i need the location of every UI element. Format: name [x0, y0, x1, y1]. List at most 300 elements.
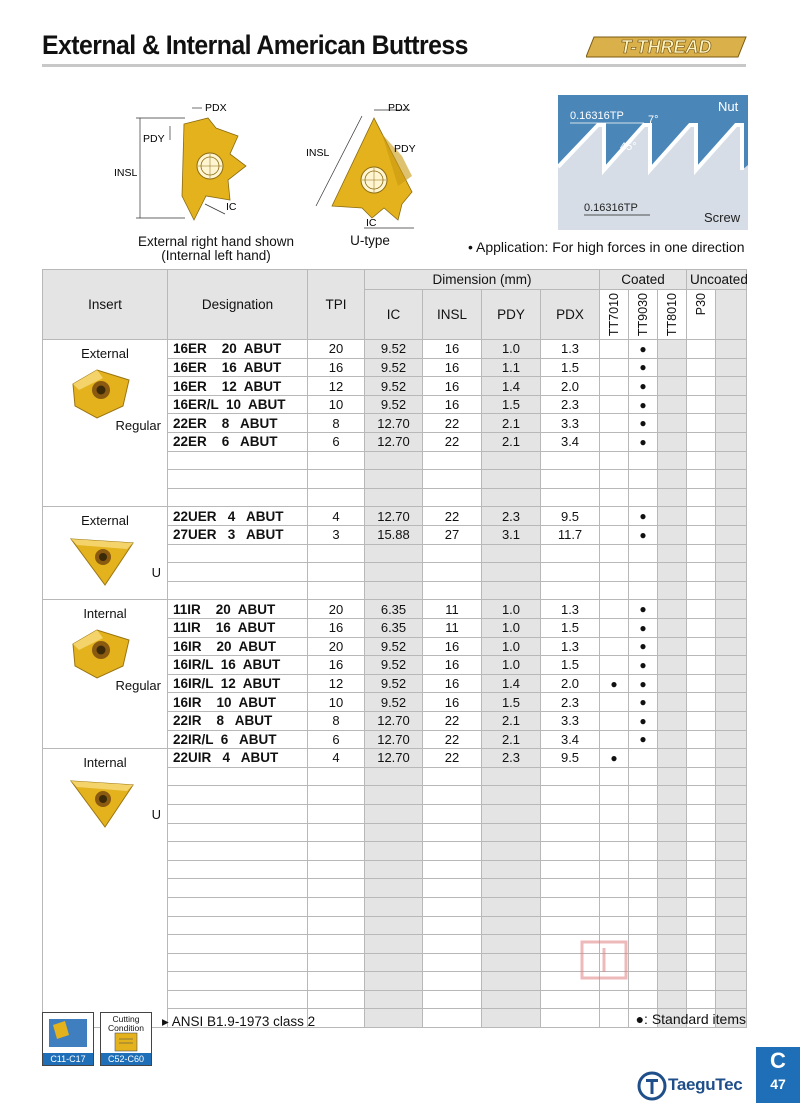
- grade-tt9030-cell: [629, 470, 658, 489]
- grade-tt7010-cell: [600, 916, 629, 935]
- insl-cell: [423, 953, 482, 972]
- designation-cell: 16ER 20 ABUT: [168, 340, 308, 359]
- grade-tt8010-cell: [658, 526, 687, 545]
- pdy-cell: [482, 842, 541, 861]
- insl-cell: 16: [423, 358, 482, 377]
- insert-type-label: Internal: [83, 606, 127, 622]
- spare-cell: [716, 526, 747, 545]
- grade-tt9030-cell: [629, 879, 658, 898]
- header-grade-tt9030: TT9030: [636, 293, 651, 337]
- grade-tt8010-cell: [658, 340, 687, 359]
- standard-note: ▸ ANSI B1.9-1973 class 2: [162, 1014, 316, 1029]
- grade-tt9030-cell: ●: [629, 693, 658, 712]
- grade-tt7010-cell: [600, 823, 629, 842]
- pdy-cell: [482, 860, 541, 879]
- insl-cell: 16: [423, 693, 482, 712]
- right-hand-caption: [132, 235, 300, 263]
- grade-tt8010-cell: [658, 488, 687, 507]
- spare-cell: [716, 972, 747, 991]
- screw-label: Screw: [704, 210, 741, 225]
- ic-cell: [365, 563, 423, 582]
- insert-reference-icon[interactable]: [42, 1012, 94, 1066]
- insl-cell: [423, 470, 482, 489]
- pdx-cell: [541, 451, 600, 470]
- spare-cell: [716, 953, 747, 972]
- insert-photo-icon: [67, 626, 137, 682]
- pdx-cell: 2.0: [541, 674, 600, 693]
- spare-cell: [716, 600, 747, 619]
- tpi-cell: [308, 470, 365, 489]
- insert-reference-label: C11-C17: [43, 1053, 93, 1065]
- legend-standard-items: ●: Standard items: [635, 1011, 746, 1027]
- ic-cell: [365, 804, 423, 823]
- table-row: [43, 507, 747, 526]
- pdy-cell: [482, 451, 541, 470]
- grade-tt8010-cell: [658, 897, 687, 916]
- designation-cell: [168, 488, 308, 507]
- pdy-cell: [482, 972, 541, 991]
- ic-cell: 12.70: [365, 749, 423, 768]
- watermark-logo: [540, 940, 670, 1015]
- pdy-cell: 1.5: [482, 395, 541, 414]
- insl-cell: [423, 581, 482, 600]
- insl-label: INSL: [114, 167, 138, 179]
- header-insl: INSL: [423, 290, 482, 340]
- pdx-cell: [541, 767, 600, 786]
- grade-tt8010-cell: [658, 842, 687, 861]
- grade-tt9030-cell: ●: [629, 358, 658, 377]
- pdy-cell: 1.4: [482, 377, 541, 396]
- spare-cell: [716, 377, 747, 396]
- designation-cell: 22IR 8 ABUT: [168, 711, 308, 730]
- grade-tt9030-cell: ●: [629, 674, 658, 693]
- grade-tt8010-cell: [658, 600, 687, 619]
- insl-cell: 22: [423, 749, 482, 768]
- pdx-cell: 1.3: [541, 637, 600, 656]
- grade-tt8010-cell: [658, 749, 687, 768]
- tpi-cell: [308, 544, 365, 563]
- grade-tt9030-cell: ●: [629, 414, 658, 433]
- designation-cell: [168, 879, 308, 898]
- grade-p30-cell: [687, 730, 716, 749]
- pdx-cell: 1.5: [541, 358, 600, 377]
- spare-cell: [716, 656, 747, 675]
- grade-tt8010-cell: [658, 693, 687, 712]
- grade-tt7010-cell: [600, 860, 629, 879]
- right-hand-caption-line1: External right hand shown: [137, 234, 295, 249]
- ic-cell: [365, 842, 423, 861]
- grade-p30-cell: [687, 804, 716, 823]
- right-hand-insert-diagram: [110, 96, 270, 231]
- ic-cell: [365, 972, 423, 991]
- pdx-cell: 9.5: [541, 507, 600, 526]
- designation-cell: [168, 935, 308, 954]
- tpi-cell: 4: [308, 507, 365, 526]
- grade-tt9030-cell: ●: [629, 433, 658, 452]
- designation-cell: 16ER 12 ABUT: [168, 377, 308, 396]
- u-pdy-label: PDY: [394, 143, 416, 155]
- pdx-cell: [541, 804, 600, 823]
- grade-p30-cell: [687, 563, 716, 582]
- ic-cell: 12.70: [365, 414, 423, 433]
- designation-cell: [168, 916, 308, 935]
- insert-photo-icon: [67, 533, 137, 589]
- spare-cell: [716, 823, 747, 842]
- grade-p30-cell: [687, 823, 716, 842]
- tpi-cell: 4: [308, 749, 365, 768]
- spare-cell: [716, 414, 747, 433]
- spare-cell: [716, 693, 747, 712]
- header-coated: Coated: [600, 270, 687, 290]
- tpi-cell: 12: [308, 377, 365, 396]
- insl-cell: 11: [423, 600, 482, 619]
- spare-cell: [716, 786, 747, 805]
- grade-p30-cell: [687, 674, 716, 693]
- pdy-cell: [482, 879, 541, 898]
- grade-tt9030-cell: [629, 916, 658, 935]
- grade-p30-cell: [687, 507, 716, 526]
- designation-cell: 16IR/L 16 ABUT: [168, 656, 308, 675]
- grade-tt8010-cell: [658, 767, 687, 786]
- grade-p30-cell: [687, 395, 716, 414]
- grade-tt7010-cell: [600, 786, 629, 805]
- spare-cell: [716, 544, 747, 563]
- pdx-cell: 2.0: [541, 377, 600, 396]
- insl-cell: 16: [423, 637, 482, 656]
- tpi-cell: [308, 860, 365, 879]
- insl-cell: 16: [423, 395, 482, 414]
- grade-tt9030-cell: ●: [629, 340, 658, 359]
- spare-cell: [716, 674, 747, 693]
- grade-p30-cell: [687, 916, 716, 935]
- designation-cell: 22UIR 4 ABUT: [168, 749, 308, 768]
- grade-p30-cell: [687, 656, 716, 675]
- insert-photo-icon: [67, 366, 137, 422]
- ic-cell: 12.70: [365, 730, 423, 749]
- tpi-cell: [308, 804, 365, 823]
- insl-cell: [423, 990, 482, 1009]
- tpi-cell: [308, 842, 365, 861]
- grade-tt9030-cell: ●: [629, 711, 658, 730]
- tpi-cell: 8: [308, 711, 365, 730]
- pdx-cell: [541, 897, 600, 916]
- grade-tt7010-cell: [600, 637, 629, 656]
- pdy-cell: [482, 823, 541, 842]
- pdx-cell: [541, 581, 600, 600]
- grade-p30-cell: [687, 619, 716, 638]
- pdy-cell: 2.3: [482, 749, 541, 768]
- ic-cell: 6.35: [365, 600, 423, 619]
- grade-tt9030-cell: ●: [629, 507, 658, 526]
- ic-cell: 9.52: [365, 358, 423, 377]
- pdx-cell: 9.5: [541, 749, 600, 768]
- section-tab[interactable]: [756, 1047, 800, 1103]
- grade-tt9030-cell: ●: [629, 600, 658, 619]
- insl-cell: [423, 488, 482, 507]
- pdx-cell: 3.3: [541, 711, 600, 730]
- header-uncoated: Uncoated: [687, 270, 747, 290]
- grade-tt8010-cell: [658, 860, 687, 879]
- thread-profile-diagram: [558, 95, 748, 230]
- insl-cell: [423, 897, 482, 916]
- grade-p30-cell: [687, 581, 716, 600]
- right-hand-caption-line2: (Internal left hand): [161, 248, 271, 263]
- designation-cell: 11IR 16 ABUT: [168, 619, 308, 638]
- application-note: • Application: For high forces in one direction: [468, 239, 745, 255]
- pdy-cell: [482, 581, 541, 600]
- designation-cell: [168, 544, 308, 563]
- insl-cell: [423, 879, 482, 898]
- pdy-cell: [482, 897, 541, 916]
- designation-cell: [168, 972, 308, 991]
- grade-p30-cell: [687, 972, 716, 991]
- header-dimension: Dimension (mm): [365, 270, 600, 290]
- designation-cell: 27UER 3 ABUT: [168, 526, 308, 545]
- spare-cell: [716, 451, 747, 470]
- grade-tt9030-cell: [629, 823, 658, 842]
- header-tpi: TPI: [308, 270, 365, 340]
- pdy-cell: [482, 935, 541, 954]
- tpi-cell: 20: [308, 600, 365, 619]
- pdy-cell: 1.0: [482, 619, 541, 638]
- grade-p30-cell: [687, 711, 716, 730]
- designation-cell: 22ER 6 ABUT: [168, 433, 308, 452]
- insl-cell: [423, 544, 482, 563]
- ic-cell: [365, 786, 423, 805]
- tpi-cell: [308, 488, 365, 507]
- pdx-cell: [541, 916, 600, 935]
- pdx-cell: 3.3: [541, 414, 600, 433]
- insl-cell: [423, 451, 482, 470]
- insl-cell: 22: [423, 730, 482, 749]
- designation-cell: [168, 897, 308, 916]
- insl-cell: [423, 563, 482, 582]
- ic-cell: [365, 953, 423, 972]
- pdy-cell: 1.0: [482, 600, 541, 619]
- grade-tt7010-cell: [600, 693, 629, 712]
- spec-table-body: [43, 340, 747, 1028]
- insert-subtype-label: U: [151, 565, 161, 581]
- condition-book-icon: [101, 1031, 151, 1055]
- page-number: 47: [770, 1076, 786, 1092]
- grade-tt8010-cell: [658, 581, 687, 600]
- grade-p30-cell: [687, 860, 716, 879]
- grade-p30-cell: [687, 451, 716, 470]
- grade-tt9030-cell: [629, 860, 658, 879]
- spare-cell: [716, 711, 747, 730]
- tpi-cell: [308, 897, 365, 916]
- spare-cell: [716, 470, 747, 489]
- tpi-cell: [308, 786, 365, 805]
- grade-tt7010-cell: [600, 433, 629, 452]
- insl-cell: [423, 1009, 482, 1028]
- nut-label: Nut: [718, 99, 739, 114]
- pdx-cell: 1.3: [541, 600, 600, 619]
- ic-cell: [365, 990, 423, 1009]
- insert-type-label: External: [81, 346, 129, 362]
- grade-tt9030-cell: [629, 581, 658, 600]
- cutting-condition-icon[interactable]: [100, 1012, 152, 1066]
- insl-cell: [423, 767, 482, 786]
- ic-cell: 9.52: [365, 674, 423, 693]
- cutting-condition-label: C52-C60: [101, 1053, 151, 1065]
- cutting-condition-title: Cutting Condition: [108, 1014, 144, 1033]
- insl-cell: [423, 972, 482, 991]
- pdy-cell: 1.5: [482, 693, 541, 712]
- pdy-cell: 2.1: [482, 711, 541, 730]
- grade-tt8010-cell: [658, 823, 687, 842]
- spare-cell: [716, 804, 747, 823]
- grade-tt8010-cell: [658, 916, 687, 935]
- grade-tt9030-cell: [629, 563, 658, 582]
- designation-cell: 16ER/L 10 ABUT: [168, 395, 308, 414]
- tpi-cell: 16: [308, 656, 365, 675]
- header-insert: Insert: [43, 270, 168, 340]
- pdy-cell: [482, 488, 541, 507]
- grade-tt8010-cell: [658, 451, 687, 470]
- designation-cell: 16IR 10 ABUT: [168, 693, 308, 712]
- grade-p30-cell: [687, 990, 716, 1009]
- table-row: [43, 600, 747, 619]
- pdx-cell: 2.3: [541, 693, 600, 712]
- tpi-cell: [308, 581, 365, 600]
- pdx-cell: [541, 860, 600, 879]
- tpi-cell: 6: [308, 433, 365, 452]
- angle-45-label: 45°: [620, 141, 637, 153]
- grade-p30-cell: [687, 526, 716, 545]
- grade-tt7010-cell: [600, 414, 629, 433]
- pdx-cell: 3.4: [541, 730, 600, 749]
- ic-cell: [365, 823, 423, 842]
- spare-cell: [716, 340, 747, 359]
- designation-cell: 16IR/L 12 ABUT: [168, 674, 308, 693]
- pdx-cell: 1.5: [541, 619, 600, 638]
- grade-p30-cell: [687, 488, 716, 507]
- tpi-cell: [308, 935, 365, 954]
- insert-photo-icon: [67, 775, 137, 831]
- pdx-cell: 3.4: [541, 433, 600, 452]
- spare-cell: [716, 395, 747, 414]
- grade-tt9030-cell: [629, 451, 658, 470]
- tpi-cell: 20: [308, 340, 365, 359]
- designation-cell: [168, 804, 308, 823]
- designation-cell: [168, 786, 308, 805]
- pdy-cell: [482, 804, 541, 823]
- pdx-cell: [541, 823, 600, 842]
- pdy-label: PDY: [143, 133, 165, 145]
- pdy-cell: 2.1: [482, 414, 541, 433]
- title-rule: [42, 64, 746, 67]
- grade-tt8010-cell: [658, 804, 687, 823]
- pdx-cell: [541, 488, 600, 507]
- tpi-cell: [308, 953, 365, 972]
- tpi-cell: [308, 1009, 365, 1028]
- ic-cell: 12.70: [365, 711, 423, 730]
- pdx-cell: [541, 786, 600, 805]
- grade-tt8010-cell: [658, 674, 687, 693]
- pdy-cell: 2.1: [482, 433, 541, 452]
- header-grade-tt7010: TT7010: [607, 293, 622, 337]
- u-type-caption: U-type: [350, 233, 390, 248]
- tpi-cell: 20: [308, 637, 365, 656]
- insl-cell: [423, 860, 482, 879]
- insert-subtype-label: Regular: [115, 678, 161, 694]
- header-ic: IC: [365, 290, 423, 340]
- grade-tt7010-cell: [600, 619, 629, 638]
- spare-cell: [716, 749, 747, 768]
- table-row: [43, 340, 747, 359]
- ic-cell: 9.52: [365, 377, 423, 396]
- spare-cell: [716, 990, 747, 1009]
- grade-tt7010-cell: [600, 451, 629, 470]
- pdx-cell: [541, 544, 600, 563]
- grade-tt9030-cell: ●: [629, 619, 658, 638]
- designation-cell: [168, 860, 308, 879]
- grade-tt9030-cell: [629, 767, 658, 786]
- ic-cell: 9.52: [365, 395, 423, 414]
- tpi-cell: 10: [308, 693, 365, 712]
- grade-tt9030-cell: [629, 544, 658, 563]
- pdx-cell: 11.7: [541, 526, 600, 545]
- insert-type-label: Internal: [83, 755, 127, 771]
- tpi-cell: [308, 823, 365, 842]
- grade-p30-cell: [687, 358, 716, 377]
- designation-cell: [168, 953, 308, 972]
- spare-cell: [716, 916, 747, 935]
- ic-cell: 9.52: [365, 637, 423, 656]
- spare-cell: [716, 507, 747, 526]
- grade-tt8010-cell: [658, 395, 687, 414]
- insl-cell: [423, 916, 482, 935]
- designation-cell: [168, 767, 308, 786]
- grade-tt8010-cell: [658, 637, 687, 656]
- pdy-cell: [482, 544, 541, 563]
- pdy-cell: [482, 786, 541, 805]
- designation-cell: [168, 470, 308, 489]
- pdx-cell: [541, 879, 600, 898]
- spare-cell: [716, 358, 747, 377]
- spare-cell: [716, 879, 747, 898]
- spec-table: [42, 269, 747, 1028]
- grade-tt9030-cell: ●: [629, 730, 658, 749]
- spare-cell: [716, 730, 747, 749]
- designation-cell: [168, 563, 308, 582]
- designation-cell: 16IR 20 ABUT: [168, 637, 308, 656]
- grade-tt8010-cell: [658, 358, 687, 377]
- designation-cell: 22IR/L 6 ABUT: [168, 730, 308, 749]
- pdx-cell: 1.5: [541, 656, 600, 675]
- insl-cell: 27: [423, 526, 482, 545]
- pdx-cell: 1.3: [541, 340, 600, 359]
- insl-cell: 22: [423, 433, 482, 452]
- insl-cell: [423, 804, 482, 823]
- grade-tt7010-cell: [600, 488, 629, 507]
- insert-cell: [43, 340, 168, 507]
- grade-p30-cell: [687, 786, 716, 805]
- grade-tt7010-cell: [600, 340, 629, 359]
- grade-p30-cell: [687, 749, 716, 768]
- ic-cell: [365, 916, 423, 935]
- designation-cell: [168, 823, 308, 842]
- grade-p30-cell: [687, 897, 716, 916]
- ic-cell: [365, 897, 423, 916]
- ic-label: IC: [226, 201, 237, 213]
- grade-tt7010-cell: ●: [600, 749, 629, 768]
- tpi-cell: [308, 916, 365, 935]
- tpi-cell: [308, 451, 365, 470]
- grade-tt8010-cell: [658, 656, 687, 675]
- u-insl-label: INSL: [306, 147, 330, 159]
